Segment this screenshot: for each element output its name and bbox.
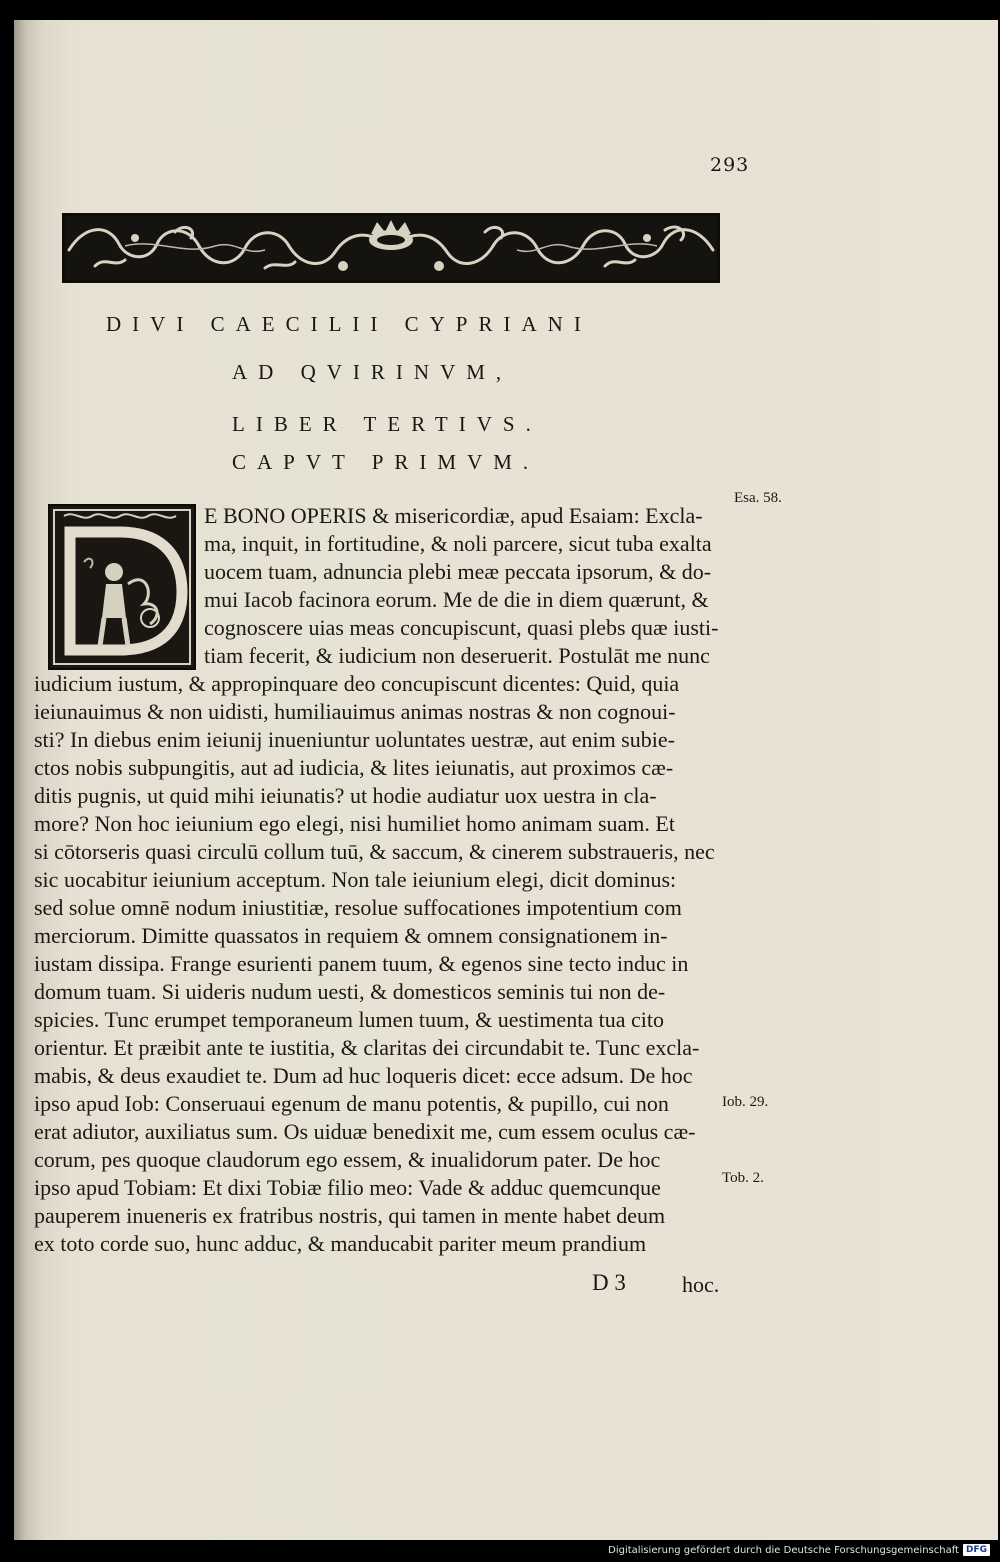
marginal-note-iob: Iob. 29. (722, 1094, 769, 1110)
body-line-17: iustam dissipa. Frange esurienti panem tuum, & egenos sine tecto induc in (34, 951, 689, 976)
body-line-24: corum, pes quoque claudorum ego essem, & inualidorum pater. De hoc (34, 1147, 661, 1172)
ornamental-headpiece (62, 213, 720, 283)
marginal-note-esaiam: Esa. 58. (734, 490, 782, 506)
body-line-5: cognoscere uias meas concupiscunt, quasi plebs quæ iusti- (204, 615, 719, 640)
page-number: 293 (710, 154, 750, 176)
body-line-7: iudicium iustum, & appropinquare deo concupiscunt dicentes: Quid, quia (34, 671, 680, 696)
body-line-2: ma, inquit, in fortitudine, & noli parcere, sicut tuba exalta (204, 531, 712, 556)
decorated-initial-d (48, 504, 196, 670)
title-line-1: DIVI CAECILII CYPRIANI (106, 312, 592, 336)
body-line-27: ex toto corde suo, hunc adduc, & manducabit pariter meum prandium (34, 1231, 647, 1256)
body-line-26: pauperem inueneris ex fratribus nostris, qui tamen in mente habet deum (34, 1203, 666, 1228)
body-line-12: more? Non hoc ieiunium ego elegi, nisi humiliet homo animam suam. Et (34, 811, 675, 836)
body-line-13: si cōtorseris quasi circulū collum tuū, & saccum, & cinerem substraueris, nec (34, 839, 715, 864)
body-line-9: sti? In diebus enim ieiunij inueniuntur uoluntates uestræ, aut enim subie- (34, 727, 675, 752)
body-line-15: sed solue omnē nodum iniustitiæ, resolue suffocationes impotentium com (34, 895, 682, 920)
catchword: hoc. (682, 1272, 720, 1297)
body-line-16: merciorum. Dimitte quassatos in requiem & omnem consignationem in- (34, 923, 668, 948)
body-line-22: ipso apud Iob: Conseruaui egenum de manu potentis, & pupillo, cui non (34, 1091, 669, 1116)
body-line-18: domum tuam. Si uideris nudum uesti, & domesticos seminis tui non de- (34, 979, 666, 1004)
funding-notice (608, 1542, 990, 1558)
body-line-10: ctos nobis subpungitis, aut ad iudicia, & lites ieiunatis, aut proximos cæ- (34, 755, 674, 780)
body-line-8: ieiunauimus & non uidisti, humiliauimus animas nostras & non cognoui- (34, 699, 676, 724)
book-page (14, 20, 998, 1540)
body-line-1: E BONO OPERIS & misericordiæ, apud Esaiam: Excla- (204, 503, 703, 528)
chapter-heading: CAPVT PRIMVM. (232, 450, 540, 474)
dfg-logo: DFG (963, 1544, 990, 1556)
body-line-19: spicies. Tunc erumpet temporaneum lumen tuum, & uestimenta tua cito (34, 1007, 664, 1032)
body-line-6: tiam fecerit, & iudicium non deseruerit. Postulāt me nunc (204, 643, 710, 668)
body-line-23: erat adiutor, auxiliatus sum. Os uiduæ benedixit me, cum essem oculus cæ- (34, 1119, 696, 1144)
signature-mark: D 3 (592, 1270, 626, 1295)
marginal-note-tobiam: Tob. 2. (722, 1170, 764, 1186)
funding-text: Digitalisierung gefördert durch die Deutsche Forschungsgemeinschaft (608, 1544, 959, 1556)
body-line-3: uocem tuam, adnuncia plebi meæ peccata ipsorum, & do- (204, 559, 712, 584)
body-line-11: ditis pugnis, ut quid mihi ieiunatis? ut hodie audiatur uox uestra in cla- (34, 783, 657, 808)
body-line-21: mabis, & deus exaudiet te. Dum ad huc loqueris dicet: ecce adsum. De hoc (34, 1063, 693, 1088)
body-line-20: orientur. Et præibit ante te iustitia, & claritas dei circundabit te. Tunc excla- (34, 1035, 700, 1060)
title-line-3: LIBER TERTIVS. (232, 412, 542, 436)
title-line-2: AD QVIRINVM, (232, 360, 513, 384)
body-line-4: mui Iacob facinora eorum. Me de die in diem quærunt, & (204, 587, 709, 612)
body-line-25: ipso apud Tobiam: Et dixi Tobiæ filio meo: Vade & adduc quemcunque (34, 1175, 661, 1200)
body-line-14: sic uocabitur ieiunium acceptum. Non tale ieiunium elegi, dicit dominus: (34, 867, 677, 892)
